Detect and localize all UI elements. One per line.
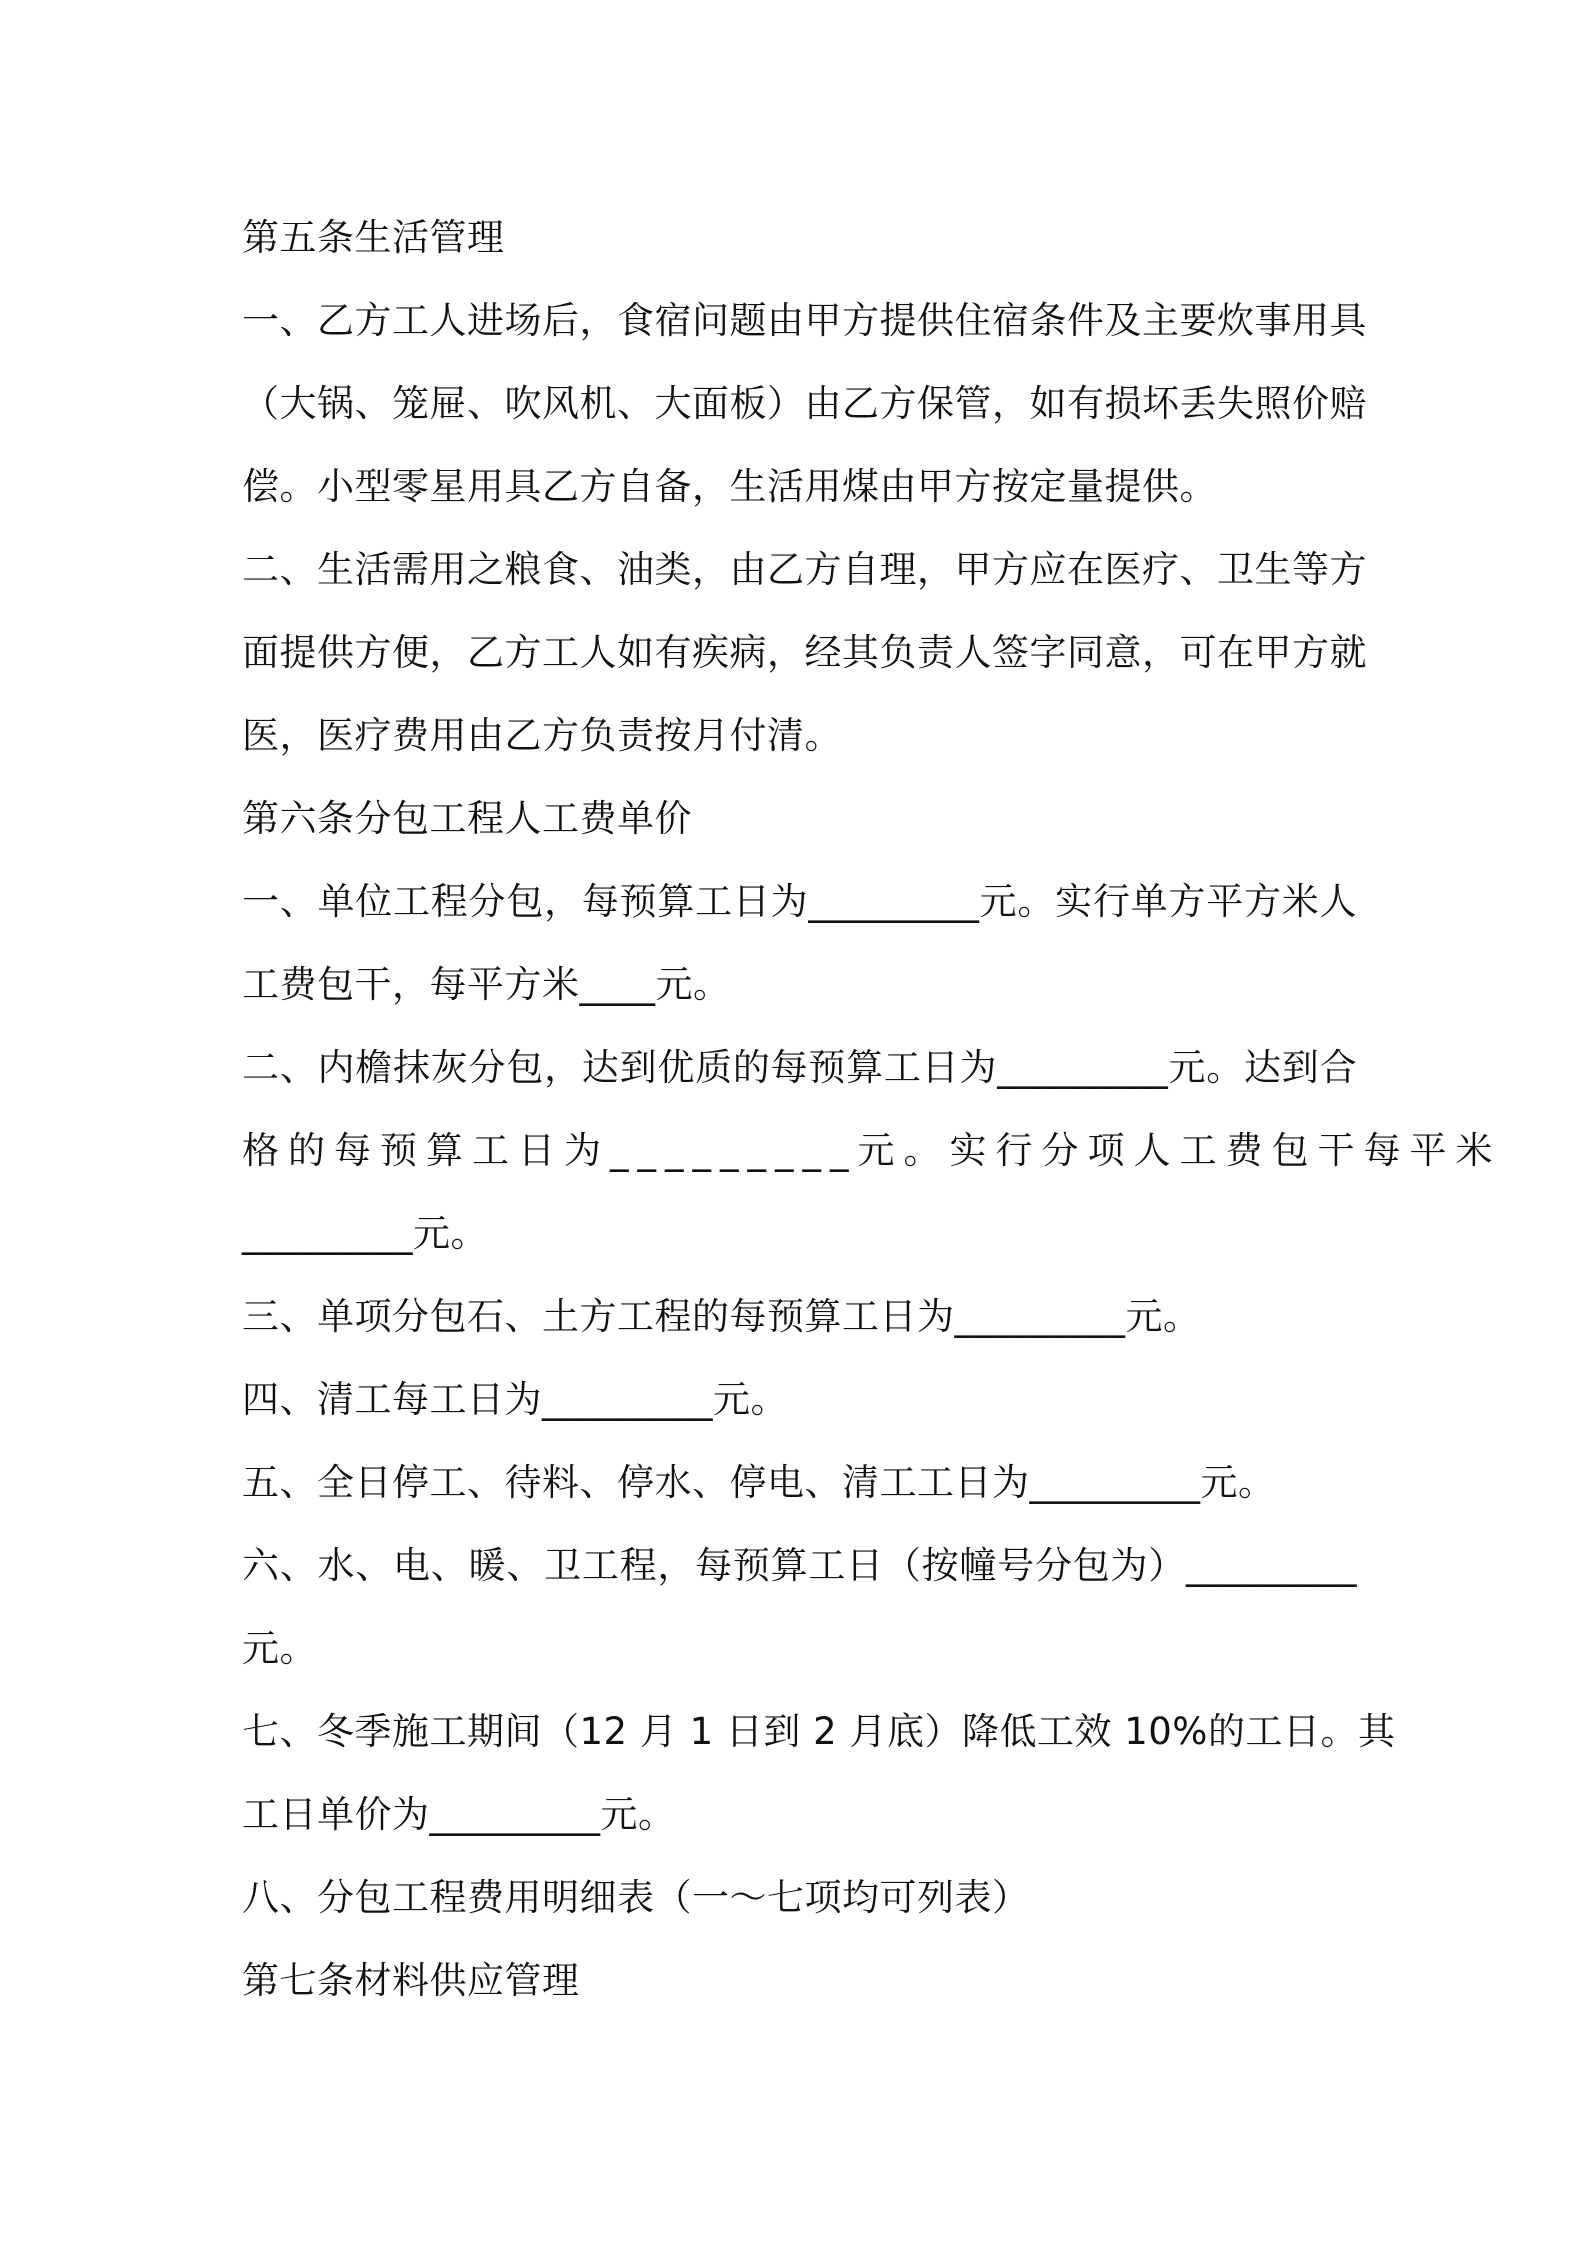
article-6-item-3: 三、单项分包石、土方工程的每预算工日为_________元。 (242, 1295, 1201, 1338)
article-7-heading: 第七条材料供应管理 (242, 1959, 580, 2002)
article-6-item-5: 五、全日停工、待料、停水、停电、清工工日为_________元。 (242, 1461, 1276, 1504)
article-6-item-7-line-1: 七、冬季施工期间（12 月 1 日到 2 月底）降低工效 10%的工日。其 (242, 1710, 1396, 1753)
article-6-item-1-line-2: 工费包干，每平方米____元。 (242, 963, 731, 1006)
article-5-item-2-line-2: 面提供方便，乙方工人如有疾病，经其负责人签字同意，可在甲方就 (242, 631, 1367, 674)
article-5-item-1-line-3: 偿。小型零星用具乙方自备，生活用煤由甲方按定量提供。 (242, 465, 1217, 508)
article-6-item-8: 八、分包工程费用明细表（一～七项均可列表） (242, 1876, 1030, 1919)
article-5-heading: 第五条生活管理 (242, 216, 505, 259)
article-6-item-7-line-2: 工日单价为_________元。 (242, 1793, 676, 1836)
article-6-item-4: 四、清工每工日为_________元。 (242, 1378, 788, 1421)
article-5-item-2-line-3: 医，医疗费用由乙方负责按月付清。 (242, 714, 842, 757)
article-6-item-2-line-1: 二、内檐抹灰分包，达到优质的每预算工日为_________元。达到合 (242, 1046, 1357, 1089)
article-6-heading: 第六条分包工程人工费单价 (242, 797, 692, 840)
article-6-item-1-line-1: 一、单位工程分包，每预算工日为_________元。实行单方平方米人 (242, 880, 1357, 923)
document-body (242, 196, 1502, 2022)
article-6-item-2-line-2: 格的每预算工日为_________元。实行分项人工费包干每平米 (242, 1129, 1502, 1172)
article-5-item-2-line-1: 二、生活需用之粮食、油类，由乙方自理，甲方应在医疗、卫生等方 (242, 548, 1367, 591)
article-6-item-6-line-1: 六、水、电、暖、卫工程，每预算工日（按幢号分包为）_________ (242, 1544, 1357, 1587)
article-6-item-6-line-2: 元。 (242, 1627, 317, 1670)
article-5-item-1-line-1: 一、乙方工人进场后，食宿问题由甲方提供住宿条件及主要炊事用具 (242, 299, 1367, 342)
article-5-item-1-line-2: （大锅、笼屉、吹风机、大面板）由乙方保管，如有损坏丢失照价赔 (242, 382, 1367, 425)
article-6-item-2-line-3: _________元。 (242, 1212, 488, 1255)
